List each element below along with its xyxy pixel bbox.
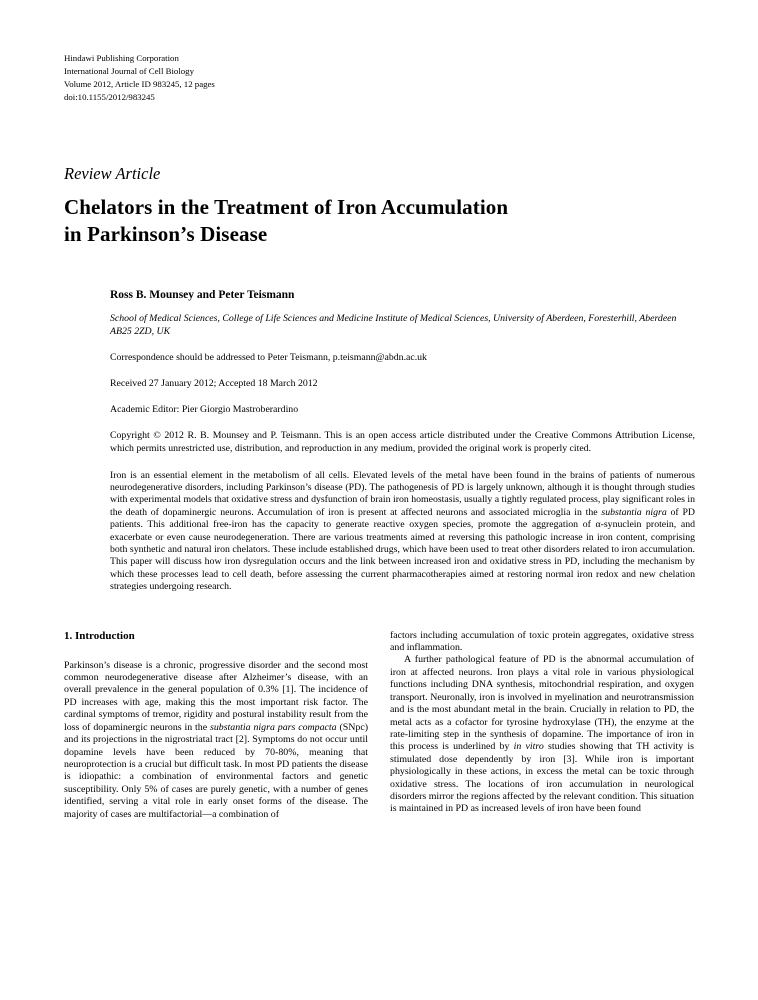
correspondence-text: Correspondence should be addressed to Peter Teismann, bbox=[110, 352, 333, 363]
article-type-label: Review Article bbox=[64, 164, 161, 183]
correspondence-email-link[interactable]: p.teismann@abdn.ac.uk bbox=[332, 352, 427, 363]
copyright-notice: Copyright © 2012 R. B. Mounsey and P. Teismann. This is an open access article distributed under the Creative Commons Attribution License, which permits unrestricted use, distribution, and reproduction in any medium, provided the original work is properly cited. bbox=[110, 430, 695, 454]
article-meta-block bbox=[110, 289, 695, 594]
correspondence-line bbox=[110, 352, 695, 364]
publisher-name: Hindawi Publishing Corporation bbox=[64, 53, 179, 63]
intro-paragraph-3: A further pathological feature of PD is the abnormal accumulation of iron at affected neurons. Iron plays a vital role in various physiological functions including DNA synthesis, mitochondrial respiration, and oxygen transport. Neuronally, iron is involved in myelination and neurotransmission and is the most abundant metal in the brain. Crucially in relation to PD, the metal acts as a cofactor for tyrosine hydroxylase (TH), the enzyme at the rate-limiting step in the synthesis of dopamine. The importance of iron in this process is underlined by in vitro studies showing that TH activity is stimulated dose dependently by iron [3]. While iron is important physiologically in these actions, in excess the metal can be toxic through oxidative stress. The locations of iron accumulation in neurological disorders mirror the regions affected by the relevant condition. This situation is maintained in PD as increased levels of iron have been found bbox=[390, 654, 694, 815]
column-left bbox=[64, 630, 368, 821]
academic-editor-line: Academic Editor: Pier Giorgio Mastroberardino bbox=[110, 404, 299, 415]
doi-line: doi:10.1155/2012/983245 bbox=[64, 92, 155, 102]
volume-article-id-line: Volume 2012, Article ID 983245, 12 pages bbox=[64, 79, 215, 89]
authors-line: Ross B. Mounsey and Peter Teismann bbox=[110, 289, 295, 301]
abstract-text: Iron is an essential element in the metabolism of all cells. Elevated levels of the metal have been found in the brains of patients of numerous neurodegenerative disorders, including Parkinson’s disease (PD). The pathogenesis of PD is largely unknown, although it is thought through studies with experimental models that oxidative stress and dysfunction of brain iron homeostasis, usually a tightly regulated process, play significant roles in the death of dopaminergic neurons. Accumulation of iron is present at affected neurons and associated microglia in the substantia nigra of PD patients. This additional free-iron has the capacity to generate reactive oxygen species, promote the aggregation of α-synuclein protein, and exacerbate or even cause neurodegeneration. There are various treatments aimed at reversing this pathologic increase in iron content, comprising both synthetic and natural iron chelators. These include established drugs, which have been used to treat other disorders related to iron accumulation. This paper will discuss how iron dysregulation occurs and the link between increased iron and oxidative stress in PD, including the mechanism by which these processes lead to cell death, before assessing the current pharmacotherapies aimed at restoring normal iron redox and new chelation strategies undergoing research. bbox=[110, 469, 695, 593]
article-title bbox=[64, 194, 695, 248]
journal-name: International Journal of Cell Biology bbox=[64, 66, 194, 76]
column-right bbox=[390, 630, 694, 821]
publisher-header bbox=[64, 52, 695, 104]
two-column-body bbox=[64, 630, 695, 821]
affiliation-line: School of Medical Sciences, College of Life Sciences and Medicine Institute of Medical Sciences, University of Aberdeen, Foresterhill, Aberdeen AB25 2ZD, UK bbox=[110, 313, 677, 337]
received-accepted-line: Received 27 January 2012; Accepted 18 March 2012 bbox=[110, 378, 318, 389]
section-heading-introduction: 1. Introduction bbox=[64, 629, 135, 642]
intro-paragraph-1: Parkinson’s disease is a chronic, progressive disorder and the second most common neurodegenerative disease after Alzheimer’s disease, with an overall prevalence in the general population of 0.3% [1]. The incidence of PD increases with age, making this the most important risk factor. The cardinal symptoms of tremor, rigidity and postural instability result from the loss of dopaminergic neurons in the substantia nigra pars compacta (SNpc) and its projections in the nigrostriatal tract [2]. Symptoms do not occur until dopamine levels have been reduced by 70-80%, meaning that neuroprotection is a crucial but difficult task. In most PD patients the disease is idiopathic: a combination of environmental factors and genetic susceptibility. Only 5% of cases are purely genetic, with a number of genes identified, serving a vital role in early onset forms of the disease. The majority of cases are multifactorial—a combination of bbox=[64, 659, 368, 820]
article-title-line1: Chelators in the Treatment of Iron Accumulation bbox=[64, 195, 509, 219]
article-title-line2: in Parkinson’s Disease bbox=[64, 222, 268, 246]
intro-paragraph-2: factors including accumulation of toxic protein aggregates, oxidative stress and inflammation. bbox=[390, 629, 694, 654]
